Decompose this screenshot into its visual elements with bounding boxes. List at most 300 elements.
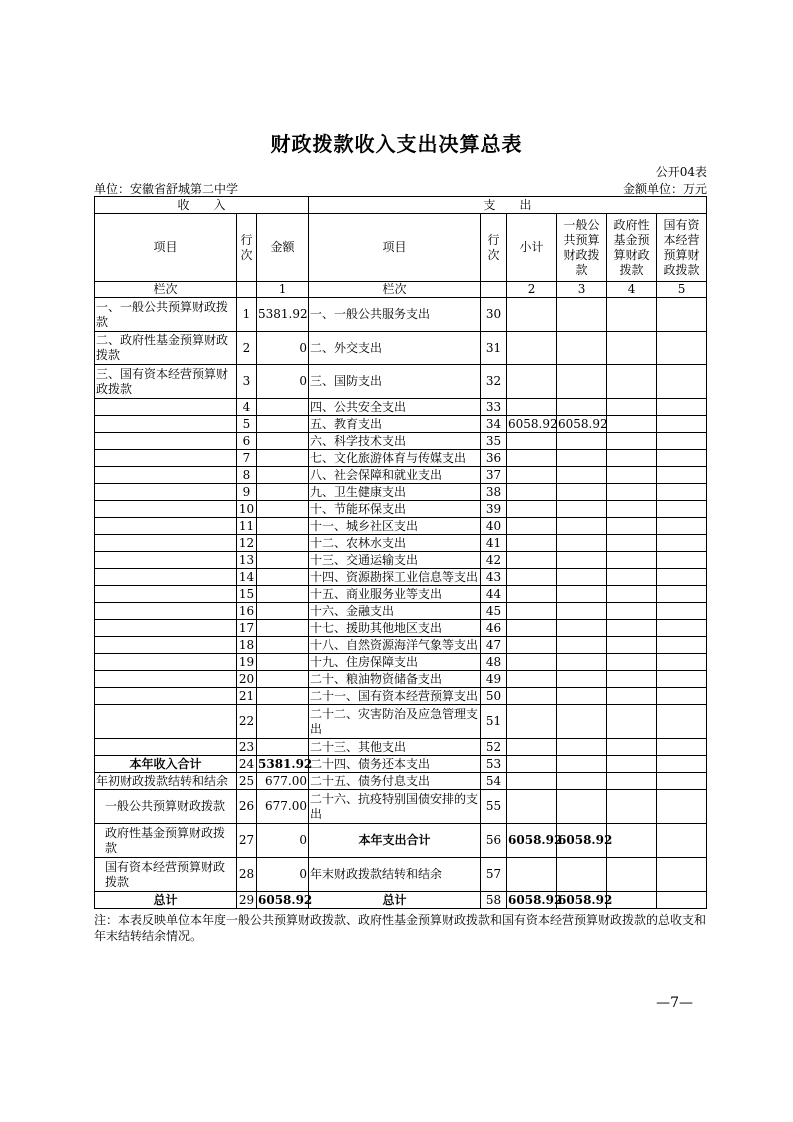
page-title: 财政拨款收入支出决算总表 [270,132,523,156]
table-row [95,858,707,892]
income-item [95,484,237,501]
table-row [95,365,707,399]
expense-general [557,450,607,467]
expense-subtotal [507,637,557,654]
expense-item: 十二、农林水支出 [309,535,481,552]
income-amount [257,535,309,552]
col-label-2: 2 [507,282,557,298]
expense-general [557,739,607,756]
expense-item: 二十二、灾害防治及应急管理支出 [309,705,481,739]
expense-fund [607,298,657,332]
income-amount [257,552,309,569]
expense-general [557,433,607,450]
money-unit: 金额单位：万元 [622,182,707,196]
income-item [95,654,237,671]
reporting-unit: 单位：安徽省舒城第二中学 [94,182,239,196]
expense-item: 一、一般公共服务支出 [309,298,481,332]
expense-fund [607,705,657,739]
expense-general: 6058.92 [558,416,608,431]
income-row-no: 9 [237,484,257,501]
expense-row-no: 35 [481,433,507,450]
income-amount [257,518,309,535]
income-amount: 0 [257,332,309,365]
expense-subtotal [507,484,557,501]
income-item [95,399,237,416]
income-item: 本年收入合计 [95,756,237,773]
income-item: 三、国有资本经营预算财政拨款 [95,365,237,399]
income-row-no: 28 [237,858,257,892]
expense-fund [607,433,657,450]
expense-fund [607,569,657,586]
expense-general [557,518,607,535]
income-item [95,467,237,484]
expense-row-no: 32 [481,365,507,399]
expense-subtotal [507,552,557,569]
income-row-no: 17 [237,620,257,637]
income-item [95,552,237,569]
income-item: 一、一般公共预算财政拨款 [95,298,237,332]
expense-state-capital [657,586,707,603]
expense-item: 三、国防支出 [309,365,481,399]
expense-row-no: 45 [481,603,507,620]
income-item-header: 项目 [95,214,237,282]
income-amount: 5381.92 [257,298,309,332]
expense-state-capital [657,637,707,654]
expense-subtotal [507,671,557,688]
expense-fund [607,552,657,569]
income-row-no: 24 [237,756,257,773]
expense-item: 年末财政拨款结转和结余 [309,858,481,892]
expense-fund [607,790,657,824]
expense-item: 九、卫生健康支出 [309,484,481,501]
expense-row-no: 40 [481,518,507,535]
expense-state-capital [657,332,707,365]
expense-general [557,484,607,501]
expense-row-no: 49 [481,671,507,688]
income-amount [257,484,309,501]
expense-general [557,756,607,773]
table-row [95,620,707,637]
income-row-no: 8 [237,467,257,484]
table-row [95,399,707,416]
table-row [95,450,707,467]
expense-subtotal: 6058.92 [508,892,563,907]
income-row-no: 16 [237,603,257,620]
expense-state-capital [657,705,707,739]
income-amount [257,501,309,518]
income-item [95,739,237,756]
expense-subtotal [507,603,557,620]
expense-fund [607,671,657,688]
table-row [95,467,707,484]
expense-subtotal [507,535,557,552]
expense-row-no: 46 [481,620,507,637]
income-amount [257,467,309,484]
expense-item: 十三、交通运输支出 [309,552,481,569]
expense-state-capital [657,858,707,892]
income-item [95,450,237,467]
income-amount: 0 [257,365,309,399]
table-row [95,892,707,909]
income-amount: 5381.92 [258,756,313,771]
income-item: 年初财政拨款结转和结余 [95,773,237,790]
expense-fund [607,620,657,637]
income-row-no: 10 [237,501,257,518]
expense-item: 本年支出合计 [309,824,481,858]
expense-fund [607,586,657,603]
table-row [95,484,707,501]
income-row-no: 27 [237,824,257,858]
income-amount [257,569,309,586]
income-amount [257,433,309,450]
expense-subtotal [507,298,557,332]
expense-general [557,586,607,603]
income-item [95,433,237,450]
expense-fund [607,773,657,790]
income-row-no: 5 [237,416,257,433]
income-row-no: 29 [237,892,257,909]
expense-item: 二十四、债务还本支出 [309,756,481,773]
income-amount [257,671,309,688]
expense-state-capital [657,773,707,790]
table-row [95,603,707,620]
income-amount [257,688,309,705]
expense-general: 6058.92 [558,892,613,907]
expense-row-no: 48 [481,654,507,671]
expense-row-no: 53 [481,756,507,773]
income-row-no: 23 [237,739,257,756]
expense-subtotal [507,433,557,450]
expense-subtotal [507,739,557,756]
expense-general [557,790,607,824]
expense-subtotal [507,332,557,365]
expense-state-capital [657,433,707,450]
col-label-5: 5 [657,282,707,298]
fund-budget-header: 政府性基金预算财政拨款 [607,214,657,282]
income-amount [257,450,309,467]
expense-state-capital [657,399,707,416]
expense-item: 二十一、国有资本经营预算支出 [309,688,481,705]
income-row-no: 2 [237,332,257,365]
expense-subtotal [507,569,557,586]
state-capital-header: 国有资本经营预算财政拨款 [657,214,707,282]
expense-subtotal [507,858,557,892]
income-amount: 0 [257,858,309,892]
income-row-no: 14 [237,569,257,586]
expense-state-capital [657,756,707,773]
expense-state-capital [657,450,707,467]
expense-subtotal [507,620,557,637]
table-row [95,790,707,824]
expense-subtotal [507,450,557,467]
expense-item: 六、科学技术支出 [309,433,481,450]
col-label-4: 4 [607,282,657,298]
expense-header: 支 出 [309,197,707,214]
income-amount-header: 金额 [257,214,309,282]
income-item: 总计 [95,892,237,909]
expense-row-no: 36 [481,450,507,467]
income-amount [257,603,309,620]
expense-item-header: 项目 [309,214,481,282]
expense-item: 十、节能环保支出 [309,501,481,518]
expense-row-no-header: 行次 [481,214,507,282]
expense-item: 十九、住房保障支出 [309,654,481,671]
table-row [95,671,707,688]
income-item: 国有资本经营预算财政拨款 [95,858,237,892]
table-row [95,688,707,705]
expense-state-capital [657,654,707,671]
expense-general [557,688,607,705]
income-item: 一般公共预算财政拨款 [95,790,237,824]
expense-row-no: 33 [481,399,507,416]
income-item [95,518,237,535]
expense-row-no: 31 [481,332,507,365]
table-row [95,535,707,552]
table-row [95,433,707,450]
expense-fund [607,858,657,892]
expense-fund [607,332,657,365]
expense-state-capital [657,365,707,399]
expense-state-capital [657,824,707,858]
income-amount [257,620,309,637]
expense-state-capital [657,298,707,332]
income-row-no: 7 [237,450,257,467]
income-row-no: 19 [237,654,257,671]
expense-general [557,332,607,365]
expense-state-capital [657,518,707,535]
expense-item: 十七、援助其他地区支出 [309,620,481,637]
table-row [95,654,707,671]
expense-row-no: 42 [481,552,507,569]
income-amount [257,654,309,671]
income-row-no: 12 [237,535,257,552]
expense-state-capital [657,569,707,586]
expense-general [557,467,607,484]
table-row [95,637,707,654]
expense-general [557,298,607,332]
general-budget-header: 一般公共预算财政拨款 [557,214,607,282]
expense-item: 十八、自然资源海洋气象等支出 [309,637,481,654]
table-row [95,332,707,365]
expense-subtotal: 6058.92 [507,824,557,858]
income-row-no-header: 行次 [237,214,257,282]
expense-state-capital [657,620,707,637]
expense-row-no: 41 [481,535,507,552]
subtotal-header: 小计 [507,214,557,282]
expense-subtotal [507,586,557,603]
col-label-3: 3 [557,282,607,298]
income-item [95,569,237,586]
income-row-no: 20 [237,671,257,688]
income-item [95,603,237,620]
income-row-no: 18 [237,637,257,654]
income-item [95,535,237,552]
expense-fund [607,365,657,399]
income-header: 收 入 [95,197,309,214]
table-row [95,416,707,433]
expense-item: 二十三、其他支出 [309,739,481,756]
expense-item: 二、外交支出 [309,332,481,365]
expense-item: 二十五、债务付息支出 [309,773,481,790]
expense-item: 十一、城乡社区支出 [309,518,481,535]
table-row [95,824,707,858]
table-row [95,552,707,569]
expense-fund [607,739,657,756]
table-row [95,756,707,773]
income-amount: 6058.92 [258,892,313,907]
expense-state-capital [657,603,707,620]
expense-fund [607,484,657,501]
income-item: 政府性基金预算财政拨款 [95,824,237,858]
income-amount: 677.00 [257,773,309,790]
expense-row-no: 39 [481,501,507,518]
expense-item: 总计 [309,892,481,909]
expense-state-capital [657,671,707,688]
footnote: 注：本表反映单位本年度一般公共预算财政拨款、政府性基金预算财政拨款和国有资本经营预算财政拨款的总收支和年末结转结余情况。 [94,913,707,943]
expense-fund [607,467,657,484]
income-amount [257,637,309,654]
expense-general [557,569,607,586]
form-code: 公开04表 [655,165,707,179]
expense-general [557,501,607,518]
expense-state-capital [657,552,707,569]
income-row-no: 25 [237,773,257,790]
expense-general [557,637,607,654]
table-row [95,518,707,535]
col-label-1: 1 [257,282,309,298]
expense-row-no: 57 [481,858,507,892]
table-row [95,586,707,603]
expense-fund [607,501,657,518]
col-label-empty [481,282,507,298]
income-row-no: 11 [237,518,257,535]
expense-fund [607,535,657,552]
income-amount [257,739,309,756]
expense-general [557,654,607,671]
income-row-no: 15 [237,586,257,603]
expense-subtotal [507,756,557,773]
expense-item: 二十、粮油物资储备支出 [309,671,481,688]
expense-general [557,620,607,637]
col-label-empty [237,282,257,298]
expense-subtotal [507,467,557,484]
budget-table [94,196,707,909]
expense-row-no: 34 [481,416,507,433]
income-item [95,501,237,518]
expense-fund [607,637,657,654]
income-row-no: 4 [237,399,257,416]
income-item [95,586,237,603]
expense-row-no: 30 [481,298,507,332]
income-amount: 677.00 [257,790,309,824]
income-item [95,416,237,433]
income-item [95,637,237,654]
income-row-no: 13 [237,552,257,569]
expense-general [557,705,607,739]
expense-general [557,535,607,552]
expense-state-capital [657,892,707,909]
expense-item: 十四、资源勘探工业信息等支出 [309,569,481,586]
table-row [95,501,707,518]
table-row [95,569,707,586]
income-item [95,620,237,637]
expense-state-capital [657,501,707,518]
expense-fund [607,688,657,705]
income-row-no: 22 [237,705,257,739]
income-item: 二、政府性基金预算财政拨款 [95,332,237,365]
expense-fund [607,518,657,535]
income-item [95,705,237,739]
page-number: —7— [656,995,693,1011]
expense-item: 四、公共安全支出 [309,399,481,416]
expense-general [557,399,607,416]
expense-subtotal [507,688,557,705]
income-amount [257,399,309,416]
expense-fund [607,450,657,467]
table-row [95,298,707,332]
expense-fund [607,416,657,433]
expense-row-no: 37 [481,467,507,484]
expense-row-no: 43 [481,569,507,586]
expense-state-capital [657,467,707,484]
expense-subtotal [507,365,557,399]
expense-subtotal [507,790,557,824]
expense-item: 七、文化旅游体育与传媒支出 [309,450,481,467]
expense-general: 6058.92 [557,824,607,858]
expense-subtotal [507,705,557,739]
expense-state-capital [657,688,707,705]
col-label-income: 栏次 [95,282,237,298]
expense-fund [607,824,657,858]
expense-state-capital [657,739,707,756]
expense-row-no: 54 [481,773,507,790]
expense-row-no: 58 [481,892,507,909]
income-amount [257,586,309,603]
income-amount [257,416,309,433]
expense-row-no: 38 [481,484,507,501]
expense-fund [607,603,657,620]
expense-row-no: 47 [481,637,507,654]
expense-row-no: 55 [481,790,507,824]
table-row [95,705,707,739]
expense-subtotal [507,518,557,535]
income-amount [257,705,309,739]
expense-fund [607,654,657,671]
expense-fund [607,399,657,416]
income-item [95,688,237,705]
expense-general [557,858,607,892]
expense-subtotal [507,501,557,518]
expense-fund [607,892,657,909]
income-row-no: 26 [237,790,257,824]
table-row [95,773,707,790]
expense-general [557,603,607,620]
expense-row-no: 50 [481,688,507,705]
expense-row-no: 51 [481,705,507,739]
expense-item: 五、教育支出 [309,416,481,433]
expense-general [557,365,607,399]
expense-general [557,773,607,790]
expense-subtotal: 6058.92 [508,416,558,431]
income-item [95,671,237,688]
expense-subtotal [507,773,557,790]
table-row [95,739,707,756]
expense-row-no: 56 [481,824,507,858]
expense-general [557,671,607,688]
expense-item: 二十六、抗疫特别国债安排的支出 [309,790,481,824]
expense-subtotal [507,399,557,416]
expense-state-capital [657,790,707,824]
